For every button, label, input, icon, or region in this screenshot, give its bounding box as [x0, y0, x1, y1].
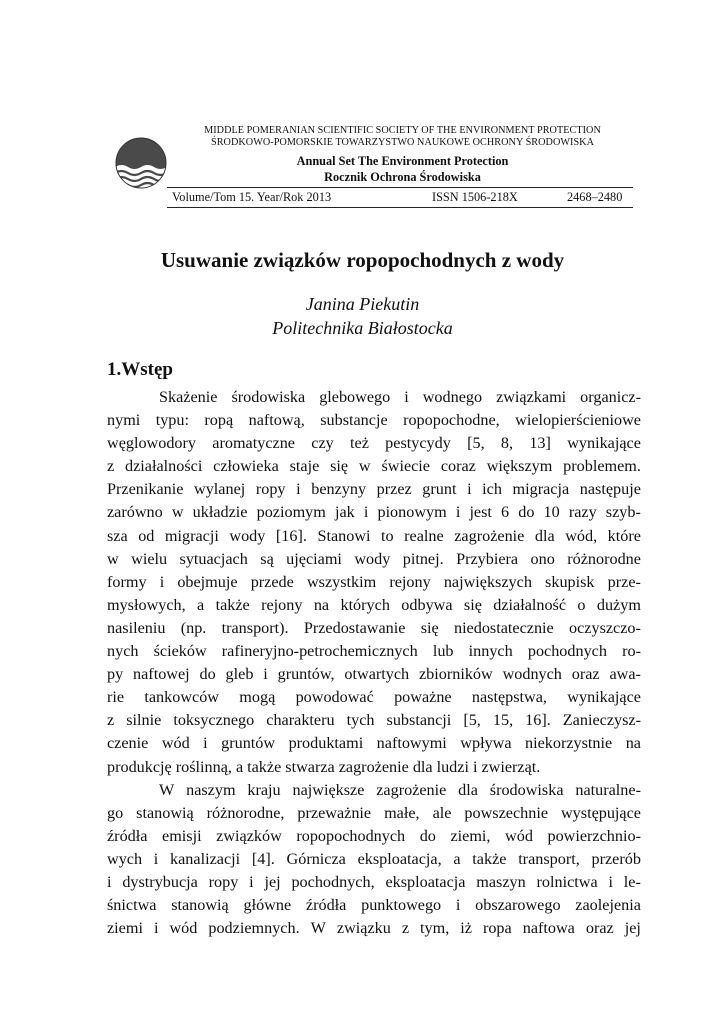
body-line: śnictwa stanowią główne źródła punktowego i obszarowego zaolejenia — [107, 896, 641, 915]
body-line: py naftowej do gleb i gruntów, otwartych zbiorników wodnych oraz awa- — [107, 665, 641, 684]
body-line: W naszym kraju największe zagrożenie dla środowiska naturalne- — [159, 780, 641, 799]
volume-info: Volume/Tom 15. Year/Rok 2013 — [172, 190, 332, 204]
body-text — [107, 386, 641, 940]
body-line: ziemi i wód podziemnych. W związku z tym, iż ropa naftowa oraz jej — [107, 919, 641, 938]
body-line: rie tankowców mogą powodować poważne następstwa, wynikające — [107, 688, 641, 707]
journal-name-pl: Rocznik Ochrona Środowiska — [324, 170, 481, 184]
journal-name-en: Annual Set The Environment Protection — [296, 154, 509, 168]
body-line: zarówno w układzie poziomym jak i pionowym i jest 6 do 10 razy szyb- — [107, 503, 641, 522]
body-line: węglowodory aromatyczne czy też pestycydy [5, 8, 13] wynikające — [107, 434, 641, 453]
body-line: wych i kanalizacji [4]. Górnicza eksploatacja, a także transport, przerób — [107, 849, 641, 868]
body-line: źródła emisji związków ropopochodnych do ziemi, wód powierzchnio- — [107, 826, 641, 845]
body-line: w wielu sytuacjach są ujęciami wody pitnej. Przybiera ono różnorodne — [107, 549, 641, 568]
society-name-pl: ŚRODKOWO-POMORSKIE TOWARZYSTWO NAUKOWE OCHRONY ŚRODOWISKA — [211, 137, 594, 148]
article-title: Usuwanie związków ropopochodnych z wody — [160, 248, 565, 272]
society-logo-icon — [115, 137, 167, 189]
body-line: nych ścieków rafineryjno-petrochemicznych lub innych pochodnych ro- — [107, 642, 641, 661]
body-line: nymi typu: ropą naftową, substancje ropopochodne, wielopierścieniowe — [107, 411, 641, 430]
header-top-rule — [167, 187, 633, 188]
body-line: formy i obejmuje przede wszystkim rejony największych skupisk prze- — [107, 572, 641, 591]
body-line: i dystrybucja ropy i jej pochodnych, eksploatacja maszyn rolnictwa i le- — [107, 872, 641, 891]
body-line: nasileniu (np. transport). Przedostawanie się niedostatecznie oczyszczo- — [107, 618, 641, 637]
author-name: Janina Piekutin — [305, 294, 420, 314]
author-affiliation: Politechnika Białostocka — [272, 318, 453, 338]
body-line: z działalności człowieka staje się w świecie coraz większym problemem. — [107, 457, 641, 476]
section-heading: 1.Wstęp — [107, 359, 173, 380]
body-line: czenie wód i gruntów produktami naftowymi wpływa niekorzystnie na — [107, 734, 641, 753]
body-line: z silnie toksycznego charakteru tych substancji [5, 15, 16]. Zanieczysz- — [107, 711, 641, 730]
body-line: sza od migracji wody [16]. Stanowi to realne zagrożenie dla wód, które — [107, 526, 641, 545]
body-line: Skażenie środowiska glebowego i wodnego związkami organicz- — [159, 388, 641, 406]
body-line: mysłowych, a także rejony na których odbywa się działalność o dużym — [107, 595, 641, 614]
body-line: go stanowią różnorodne, przeważnie małe, ale powszechnie występujące — [107, 803, 641, 822]
issn: ISSN 1506-218X — [432, 190, 518, 204]
page-range: 2468–2480 — [567, 190, 623, 204]
header-bottom-rule — [167, 207, 633, 208]
body-line: Przenikanie wylanej ropy i benzyny przez grunt i ich migracja następuje — [107, 480, 641, 499]
body-line: produkcję roślinną, a także stwarza zagrożenie dla ludzi i zwierząt. — [107, 757, 541, 776]
society-name-en: MIDDLE POMERANIAN SCIENTIFIC SOCIETY OF THE ENVIRONMENT PROTECTION — [204, 125, 601, 136]
